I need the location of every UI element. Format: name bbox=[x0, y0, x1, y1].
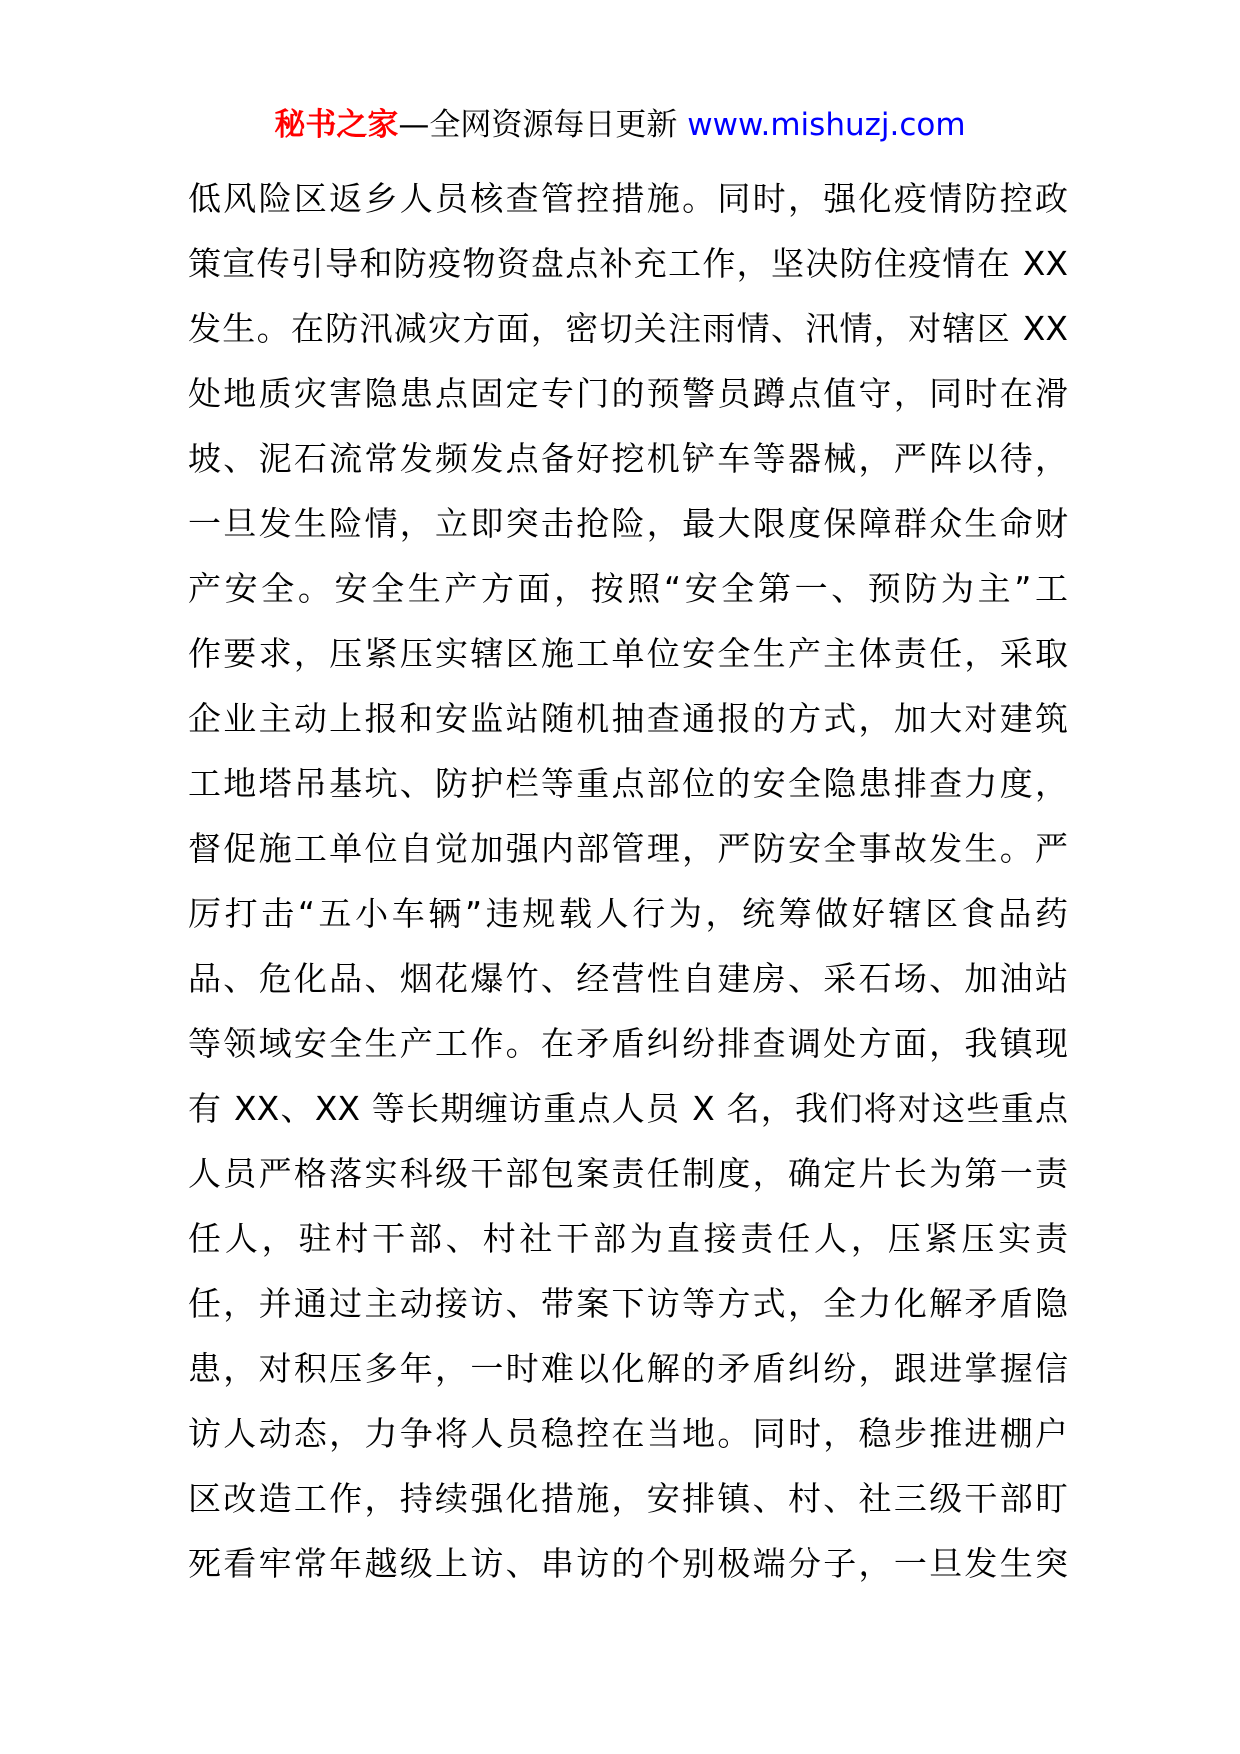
body-line: 低风险区返乡人员核查管控措施。同时，强化疫情防控政 bbox=[188, 179, 1068, 218]
site-url-link[interactable]: www.mishuzj.com bbox=[687, 107, 966, 143]
body-line: 品、危化品、烟花爆竹、经营性自建房、采石场、加油站 bbox=[188, 959, 1068, 998]
body-line: 患，对积压多年，一时难以化解的矛盾纠纷，跟进掌握信 bbox=[188, 1349, 1068, 1388]
body-line: 厉打击“五小车辆”违规载人行为，统筹做好辖区食品药 bbox=[188, 894, 1068, 933]
body-line: 任，并通过主动接访、带案下访等方式，全力化解矛盾隐 bbox=[188, 1284, 1068, 1323]
body-line: 区改造工作，持续强化措施，安排镇、村、社三级干部盯 bbox=[188, 1479, 1068, 1518]
body-line: 产安全。安全生产方面，按照“安全第一、预防为主”工 bbox=[188, 569, 1068, 608]
body-line: 有 XX、XX 等长期缠访重点人员 X 名，我们将对这些重点 bbox=[188, 1089, 1068, 1128]
site-header bbox=[0, 100, 1240, 150]
body-line: 策宣传引导和防疫物资盘点补充工作，坚决防住疫情在 XX bbox=[188, 244, 1068, 283]
body-line: 坡、泥石流常发频发点备好挖机铲车等器械，严阵以待， bbox=[188, 439, 1068, 478]
body-line: 工地塔吊基坑、防护栏等重点部位的安全隐患排查力度， bbox=[188, 764, 1068, 803]
document-body bbox=[188, 166, 1068, 1596]
brand-name: 秘书之家 bbox=[274, 107, 399, 143]
body-line: 作要求，压紧压实辖区施工单位安全生产主体责任，采取 bbox=[188, 634, 1068, 673]
body-line: 任人，驻村干部、村社干部为直接责任人，压紧压实责 bbox=[188, 1219, 1068, 1258]
body-line: 发生。在防汛减灾方面，密切关注雨情、汛情，对辖区 XX bbox=[188, 309, 1068, 348]
body-line: 一旦发生险情，立即突击抢险，最大限度保障群众生命财 bbox=[188, 504, 1068, 543]
body-line: 等领域安全生产工作。在矛盾纠纷排查调处方面，我镇现 bbox=[188, 1024, 1068, 1063]
body-line: 人员严格落实科级干部包案责任制度，确定片长为第一责 bbox=[188, 1154, 1068, 1193]
body-line: 死看牢常年越级上访、串访的个别极端分子，一旦发生突 bbox=[188, 1544, 1068, 1583]
header-tagline: —全网资源每日更新 bbox=[398, 107, 688, 143]
body-line: 督促施工单位自觉加强内部管理，严防安全事故发生。严 bbox=[188, 829, 1068, 868]
body-line: 企业主动上报和安监站随机抽查通报的方式，加大对建筑 bbox=[188, 699, 1068, 738]
body-line: 处地质灾害隐患点固定专门的预警员蹲点值守，同时在滑 bbox=[188, 374, 1068, 413]
body-line: 访人动态，力争将人员稳控在当地。同时，稳步推进棚户 bbox=[188, 1414, 1068, 1453]
